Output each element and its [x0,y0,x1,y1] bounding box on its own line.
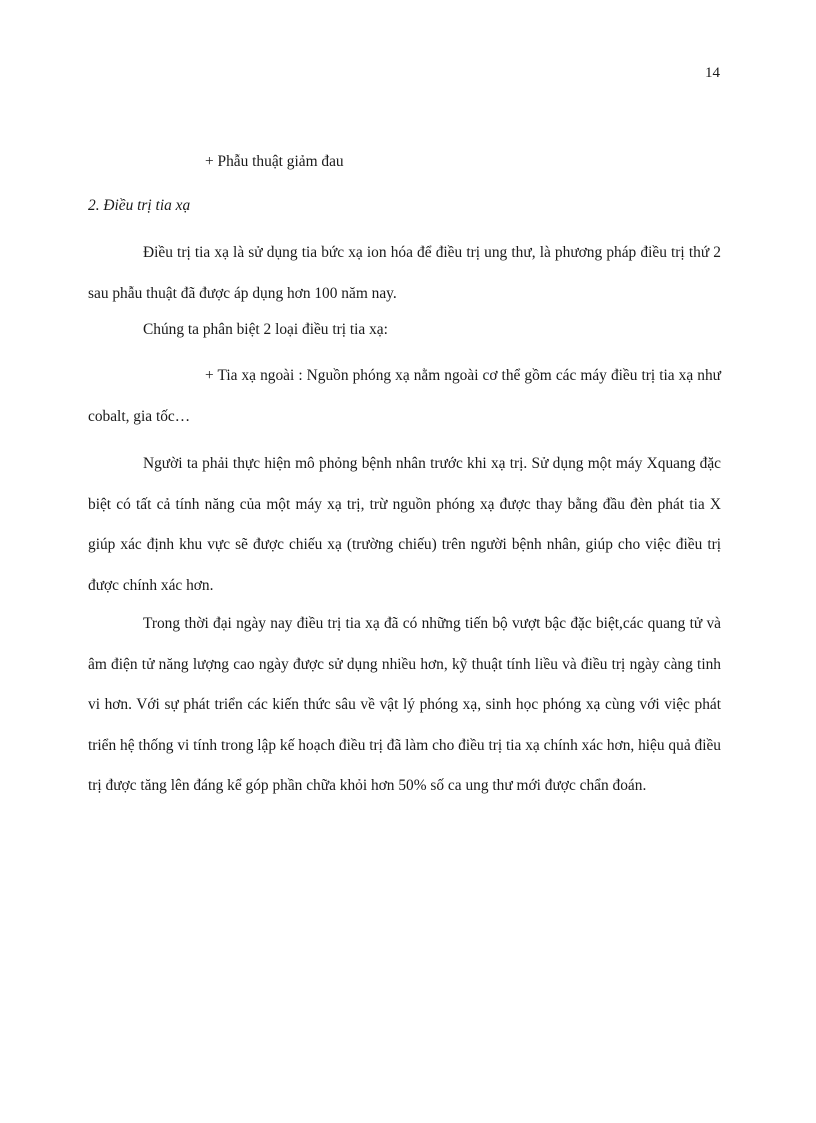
section-heading: 2. Điều trị tia xạ [88,197,191,214]
paragraph-simulation: Người ta phải thực hiện mô phỏng bệnh nhân trước khi xạ trị. Sử dụng một máy Xquang đặc biệt có tất cả tính năng của một máy xạ trị, trừ nguồn phóng xạ được thay bằng đầu đèn phát tia X giúp xác định khu vực sẽ được chiếu xạ (trường chiếu) trên người bệnh nhân, giúp cho việc điều trị được chính xác hơn. [88,455,721,594]
paragraph-definition: Điều trị tia xạ là sử dụng tia bức xạ ion hóa để điều trị ung thư, là phương pháp điều trị thứ 2 sau phẫu thuật đã được áp dụng hơn 100 năm nay. [88,244,721,302]
list-item-external-radiation: + Tia xạ ngoài : Nguồn phóng xạ nằm ngoài cơ thể gồm các máy điều trị tia xạ như cobalt, gia tốc… [88,367,721,425]
paragraph-progress: Trong thời đại ngày nay điều trị tia xạ đã có những tiến bộ vượt bậc đặc biệt,các quang tử và âm điện tử năng lượng cao ngày được sử dụng nhiều hơn, kỹ thuật tính liều và điều trị ngày càng tinh vi hơn. Với sự phát triển các kiến thức sâu về vật lý phóng xạ, sinh học phóng xạ cùng với việc phát triển hệ thống vi tính trong lập kế hoạch điều trị đã làm cho điều trị tia xạ chính xác hơn, hiệu quả điều trị được tăng lên đáng kể góp phần chữa khỏi hơn 50% số ca ung thư mới được chẩn đoán. [88,615,721,794]
paragraph-two-types: Chúng ta phân biệt 2 loại điều trị tia xạ: [143,321,388,338]
page-number: 14 [705,65,720,81]
list-item-pain-surgery: + Phẫu thuật giảm đau [205,153,344,170]
